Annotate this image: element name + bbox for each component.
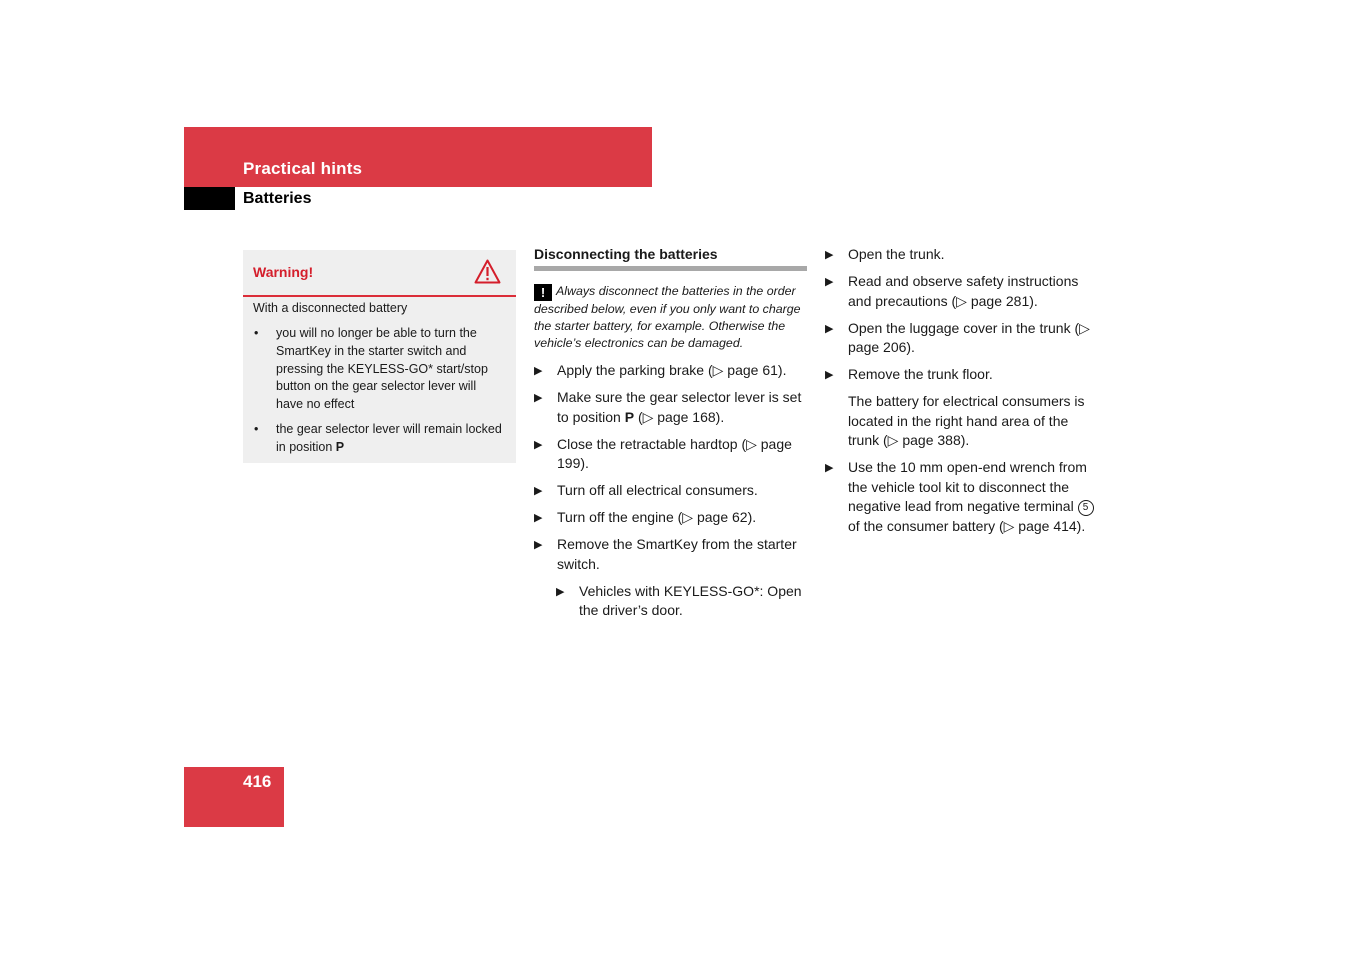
warning-bullet: • the gear selector lever will remain locked in position P	[254, 421, 502, 454]
disconnecting-heading: Disconnecting the batteries	[534, 246, 807, 271]
page-number: 416	[243, 772, 272, 791]
terminal-number-badge: 5	[1078, 500, 1094, 516]
step-arrow-icon: ▶	[825, 462, 834, 474]
step-item: ▶ Remove the trunk floor.	[825, 365, 1100, 385]
step-arrow-icon: ▶	[825, 322, 834, 335]
subsection-title: Batteries	[243, 190, 312, 207]
trunk-column	[825, 245, 1100, 544]
step-item: ▶ Turn off the engine (▷ page 62).	[534, 508, 807, 528]
step-arrow-icon: ▶	[534, 438, 543, 451]
step-arrow-icon: ▶	[825, 249, 834, 261]
trunk-steps	[825, 245, 1100, 385]
warning-header	[243, 250, 516, 297]
warning-intro: With a disconnected battery	[253, 301, 408, 315]
warning-list	[253, 325, 505, 464]
step-arrow-icon: ▶	[534, 539, 543, 551]
bullet-dot-icon: •	[254, 326, 259, 340]
warning-title: Warning!	[253, 264, 314, 280]
step-arrow-icon: ▶	[534, 365, 543, 377]
step-item: ▶ Read and observe safety instructions and precautions (▷ page 281).	[825, 273, 1079, 309]
disconnecting-column	[534, 246, 807, 628]
warning-triangle-icon	[474, 259, 501, 284]
step-arrow-icon: ▶	[534, 392, 543, 404]
warning-box	[243, 250, 516, 463]
step-item: ▶ Make sure the gear selector lever is set to position P (▷ page 168).	[534, 389, 802, 425]
trunk-steps-final	[825, 458, 1100, 536]
step-item: ▶ Use the 10 mm open-end wrench from the vehicle tool kit to disconnect the negative lead from negative terminal 5 of the consumer battery (▷ page 414).	[825, 458, 1100, 536]
step-arrow-icon: ▶	[534, 485, 543, 497]
step-arrow-icon: ▶	[825, 276, 834, 288]
exclamation-icon: !	[534, 284, 552, 301]
warning-bullet: • you will no longer be able to turn the SmartKey in the starter switch and pressing the KEYLESS-GO* start/stop button on the gear selector lever will have no effect	[254, 326, 488, 412]
bullet-dot-icon: •	[254, 421, 259, 436]
step-arrow-icon: ▶	[556, 585, 565, 598]
step-arrow-icon: ▶	[534, 512, 543, 524]
battery-location-info: The battery for electrical consumers is located in the right hand area of the trunk (▷ page 388).	[848, 393, 1085, 448]
section-title: Practical hints	[243, 159, 363, 178]
step-item: ▶ Apply the parking brake (▷ page 61).	[534, 361, 807, 381]
step-item: ▶ Open the luggage cover in the trunk (▷ page 206).	[825, 319, 1090, 355]
step-item: ▶ Remove the SmartKey from the starter switch.	[534, 536, 797, 572]
disconnecting-steps	[534, 361, 807, 574]
substeps	[556, 582, 807, 621]
step-arrow-icon: ▶	[825, 369, 834, 381]
step-item: ▶ Turn off all electrical consumers.	[534, 481, 807, 501]
substep-item: ▶ Vehicles with KEYLESS-GO*: Open the driver’s door.	[556, 582, 802, 618]
subsection-tab	[184, 187, 235, 210]
caution-note: ! Always disconnect the batteries in the order described below, even if you only want to charge the starter battery, for example. Otherwise the vehicle’s electronics can be damaged.	[534, 284, 801, 350]
step-item: ▶ Close the retractable hardtop (▷ page 199).	[534, 435, 792, 471]
step-item: ▶ Open the trunk.	[825, 245, 1100, 265]
